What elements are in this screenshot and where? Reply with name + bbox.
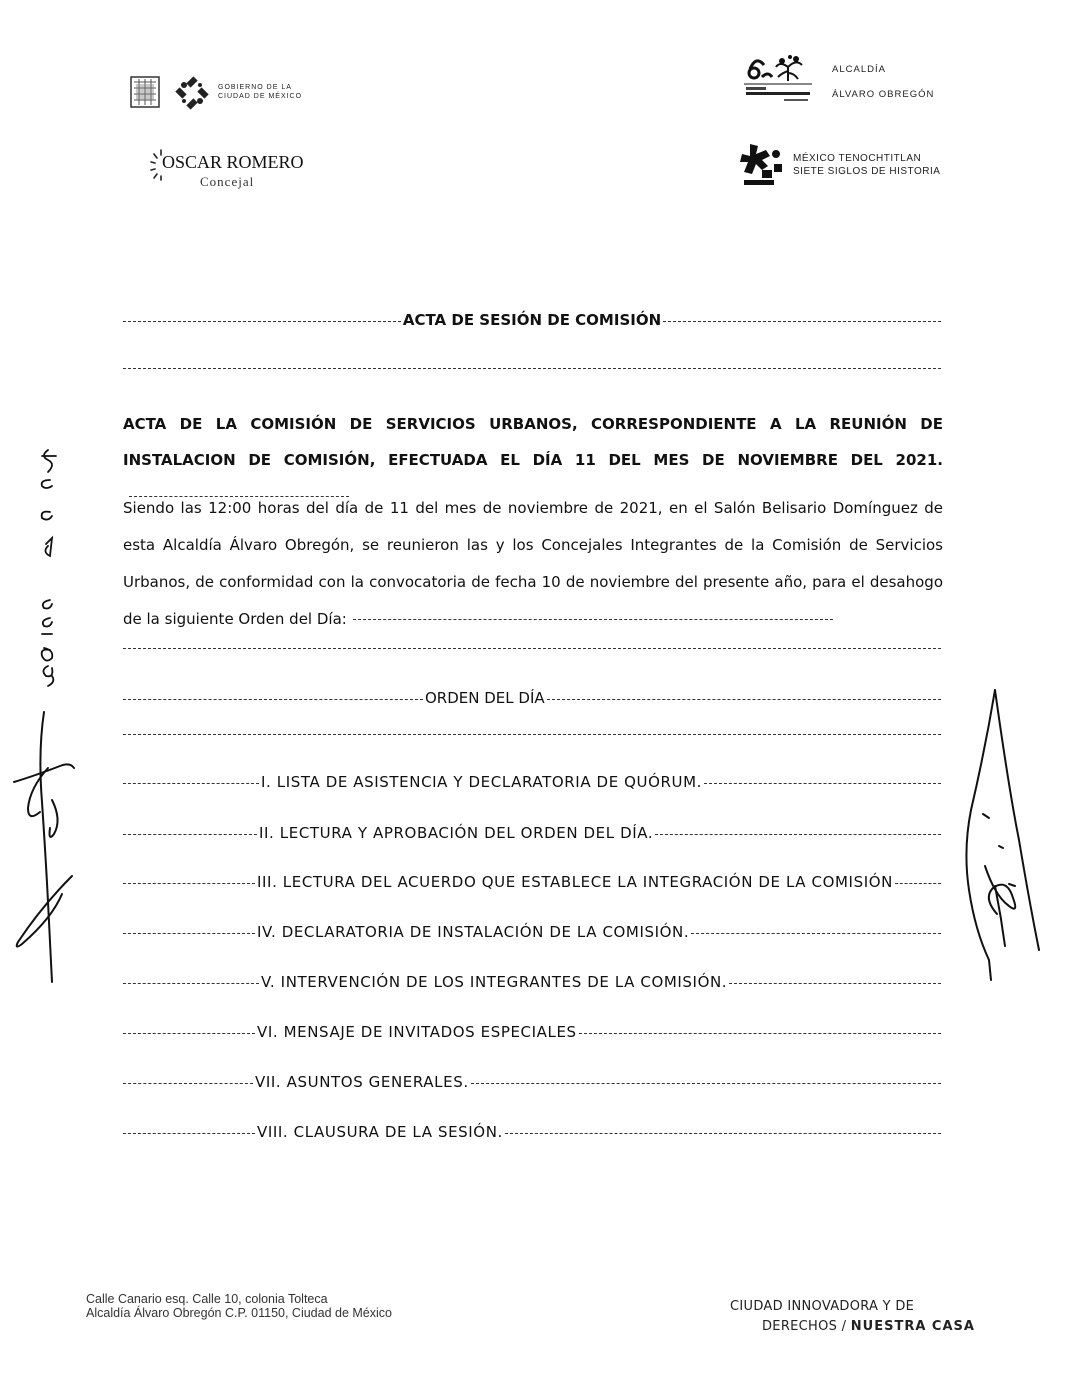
agenda-item-text: VI. MENSAJE DE INVITADOS ESPECIALES — [257, 1023, 577, 1041]
right-signature — [955, 686, 1055, 986]
agenda-item-text: II. LECTURA Y APROBACIÓN DEL ORDEN DEL DÍA. — [259, 824, 654, 842]
councillor-name: OSCAR ROMERO — [162, 152, 304, 172]
address-line-1: Calle Canario esq. Calle 10, colonia Tolteca — [86, 1292, 328, 1306]
agenda-title: ORDEN DEL DÍA — [425, 689, 545, 707]
councillor-role: Concejal — [200, 174, 255, 189]
slogan-line-2 — [730, 1317, 975, 1337]
cdmx-line-1: GOBIERNO DE LA — [218, 84, 292, 91]
intro-text: ACTA DE LA COMISIÓN DE SERVICIOS URBANOS, CORRESPONDIENTE A LA REUNIÓN DE INSTALACION DE COMISIÓN, EFECTUADA EL DÍA 11 DEL MES DE NOVIEMBRE DEL 2021. — [123, 415, 943, 469]
slogan-line-1: CIUDAD INNOVADORA Y DE — [730, 1299, 915, 1314]
cdmx-coat-of-arms-icon — [130, 76, 160, 108]
opening-text: Siendo las 12:00 horas del día de 11 del mes de noviembre de 2021, en el Salón Belisario Domínguez de esta Alcaldía Álvaro Obregón, se reunieron las y los Concejales Integrantes de la Comisión de Servicios Urbanos, de conformidad con la convocatoria de fecha 10 de noviembre del presente año, para el desahogo de la siguiente Orden del Día: — [123, 499, 943, 628]
margin-handwritten-name — [28, 440, 68, 690]
agenda-item-text: IV. DECLARATORIA DE INSTALACIÓN DE LA COMISIÓN. — [257, 923, 690, 941]
cdmx-logo-icon — [174, 75, 210, 111]
alcaldia-alvaro-obregon-logo-icon — [742, 51, 814, 107]
tenochtitlan-glyph-icon — [736, 140, 788, 192]
paragraph-dash-fill — [353, 619, 833, 620]
document-title: ACTA DE SESIÓN DE COMISIÓN — [402, 311, 662, 329]
agenda-title-row — [123, 690, 941, 706]
agenda-item — [123, 1124, 941, 1140]
slogan-part-b: NUESTRA CASA — [850, 1319, 975, 1334]
opening-paragraph — [123, 490, 943, 638]
document-title-row — [123, 312, 941, 328]
footer-slogan — [730, 1297, 975, 1337]
agenda-item — [123, 874, 941, 890]
agenda-item-text: I. LISTA DE ASISTENCIA Y DECLARATORIA DE QUÓRUM. — [261, 773, 703, 791]
agenda-item-text: III. LECTURA DEL ACUERDO QUE ESTABLECE LA INTEGRACIÓN DE LA COMISIÓN — [257, 873, 893, 891]
agenda-item — [123, 974, 941, 990]
tenochtitlan-line-1: MÉXICO TENOCHTITLAN — [793, 153, 922, 164]
footer-address — [86, 1292, 392, 1320]
agenda-item — [123, 825, 941, 841]
agenda-item — [123, 1024, 941, 1040]
agenda-item-text: VII. ASUNTOS GENERALES. — [255, 1073, 469, 1091]
cdmx-government-label — [218, 83, 302, 101]
separator-line — [123, 734, 941, 735]
alcaldia-line-2: ÁLVARO OBREGÓN — [832, 89, 935, 100]
alcaldia-label — [832, 57, 934, 107]
address-line-2: Alcaldía Álvaro Obregón C.P. 01150, Ciudad de México — [86, 1306, 392, 1320]
agenda-item — [123, 1074, 941, 1090]
agenda-item — [123, 774, 941, 790]
alcaldia-line-1: ALCALDÍA — [832, 64, 886, 75]
tenochtitlan-line-2: SIETE SIGLOS DE HISTORIA — [793, 166, 941, 177]
agenda-item — [123, 924, 941, 940]
tenochtitlan-label — [793, 152, 940, 178]
separator-line — [123, 648, 941, 649]
left-signature — [8, 708, 83, 988]
slogan-part-a: DERECHOS / — [762, 1319, 851, 1334]
agenda-item-text: VIII. CLAUSURA DE LA SESIÓN. — [257, 1123, 503, 1141]
agenda-item-text: V. INTERVENCIÓN DE LOS INTEGRANTES DE LA COMISIÓN. — [261, 973, 728, 991]
separator-line — [123, 368, 941, 369]
cdmx-line-2: CIUDAD DE MÉXICO — [218, 93, 303, 100]
